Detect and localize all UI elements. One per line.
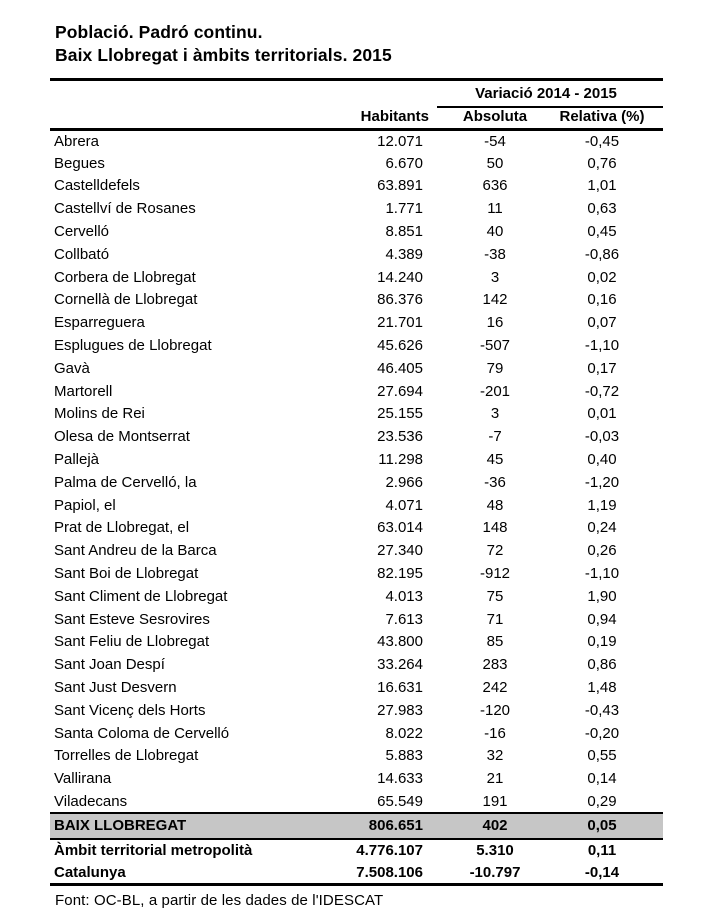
table-row (50, 152, 663, 175)
habitants-value: 7.508.106 (356, 863, 423, 881)
municipality-name: Castellví de Rosanes (54, 200, 196, 218)
habitants-value: 86.376 (377, 291, 423, 309)
absoluta-value: 5.310 (476, 842, 514, 860)
absoluta-value: 32 (486, 747, 504, 765)
relativa-value: 0,11 (587, 842, 617, 860)
table-row (50, 562, 663, 585)
absoluta-value: 48 (486, 496, 504, 514)
habitants-value: 27.694 (377, 382, 423, 400)
relativa-value: 0,05 (553, 813, 663, 839)
group-header-variacio: Variació 2014 - 2015 (437, 80, 663, 107)
table-row (50, 745, 663, 768)
municipality-name: Corbera de Llobregat (54, 268, 196, 286)
relativa-value: -0,86 (584, 245, 620, 263)
municipality-name: Collbató (54, 245, 110, 263)
habitants-value: 2.966 (385, 473, 423, 491)
municipality-name: BAIX LLOBREGAT (50, 813, 337, 839)
relativa-value: -1,10 (584, 337, 620, 355)
relativa-value: -1,10 (584, 565, 620, 583)
table-row (50, 676, 663, 699)
municipality-name: Olesa de Montserrat (54, 428, 190, 446)
habitants-value: 65.549 (377, 792, 423, 810)
municipality-name: Abrera (54, 132, 100, 150)
habitants-value: 27.983 (377, 701, 423, 719)
table-row (50, 311, 663, 334)
municipality-name: Sant Joan Despí (54, 656, 165, 674)
habitants-value: 25.155 (377, 405, 423, 423)
total-row (50, 813, 663, 839)
relativa-value: 0,63 (587, 200, 617, 218)
table-row (50, 129, 663, 152)
municipality-name: Catalunya (54, 863, 126, 881)
relativa-value: -0,72 (584, 382, 620, 400)
table-row (50, 631, 663, 654)
absoluta-value: 71 (486, 610, 504, 628)
municipality-name: Cornellà de Llobregat (54, 291, 198, 309)
relativa-value: 0,94 (587, 610, 617, 628)
population-table (50, 78, 663, 886)
table-row (50, 722, 663, 745)
column-header-habitants: Habitants (337, 107, 437, 130)
habitants-value: 4.071 (385, 496, 423, 514)
absoluta-value: 191 (482, 792, 508, 810)
absoluta-value: 50 (486, 154, 504, 172)
habitants-value: 45.626 (377, 337, 423, 355)
relativa-value: 0,19 (587, 633, 617, 651)
municipality-name: Esplugues de Llobregat (54, 337, 212, 355)
habitants-value: 6.670 (385, 154, 423, 172)
table-row (50, 699, 663, 722)
absoluta-value: -120 (479, 701, 511, 719)
municipality-name: Castelldefels (54, 177, 140, 195)
relativa-value: -0,14 (584, 863, 620, 881)
relativa-value: 1,48 (587, 679, 617, 697)
source-note: Font: OC-BL, a partir de les dades de l'IDESCAT (55, 891, 384, 909)
absoluta-value: 79 (486, 359, 504, 377)
relativa-value: -0,43 (584, 701, 620, 719)
municipality-name: Torrelles de Llobregat (54, 747, 199, 765)
title-block (50, 21, 702, 67)
relativa-value: 0,02 (587, 268, 617, 286)
absoluta-value: 3 (490, 405, 500, 423)
summary-row (50, 839, 663, 862)
absoluta-value: 16 (486, 314, 504, 332)
absoluta-value: 636 (482, 177, 508, 195)
municipality-name: Gavà (54, 359, 90, 377)
table-row (50, 380, 663, 403)
column-header-absoluta: Absoluta (437, 107, 553, 130)
relativa-value: 0,55 (587, 747, 617, 765)
absoluta-value: 142 (482, 291, 508, 309)
table-row (50, 494, 663, 517)
habitants-value: 43.800 (377, 633, 423, 651)
table-row (50, 197, 663, 220)
relativa-value: -0,45 (584, 132, 620, 150)
column-header-relativa: Relativa (%) (553, 107, 663, 130)
table-row (50, 608, 663, 631)
table-header (50, 80, 663, 130)
page-title: Població. Padró continu. (55, 22, 263, 42)
relativa-value: 0,16 (587, 291, 617, 309)
municipality-name: Pallejà (54, 451, 100, 469)
habitants-value: 23.536 (377, 428, 423, 446)
column-header-row (50, 107, 663, 130)
page-subtitle: Baix Llobregat i àmbits territorials. 2015 (55, 45, 392, 65)
habitants-value: 11.298 (378, 451, 423, 469)
municipality-name: Vallirana (54, 770, 112, 788)
table-row (50, 585, 663, 608)
table-row (50, 471, 663, 494)
absoluta-value: -10.797 (469, 863, 521, 881)
municipality-name: Sant Feliu de Llobregat (54, 633, 210, 651)
habitants-value: 8.851 (385, 223, 423, 241)
absoluta-value: -507 (479, 337, 511, 355)
habitants-value: 63.014 (377, 519, 423, 537)
relativa-value: 0,24 (587, 519, 617, 537)
relativa-value: 1,90 (587, 587, 617, 605)
group-header-spacer (50, 80, 437, 107)
relativa-value: 0,17 (587, 359, 617, 377)
relativa-value: -1,20 (584, 473, 620, 491)
habitants-value: 7.613 (385, 610, 423, 628)
table-row (50, 790, 663, 813)
relativa-value: -0,03 (584, 428, 620, 446)
table-row (50, 403, 663, 426)
table-row (50, 220, 663, 243)
absoluta-value: 21 (486, 770, 504, 788)
habitants-value: 8.022 (385, 724, 423, 742)
habitants-value: 33.264 (377, 656, 423, 674)
relativa-value: 0,86 (587, 656, 617, 674)
table-body (50, 129, 663, 884)
habitants-value: 1.771 (385, 200, 423, 218)
table-row (50, 425, 663, 448)
absoluta-value: -38 (484, 245, 506, 263)
municipality-name: Sant Just Desvern (54, 679, 177, 697)
municipality-name: Prat de Llobregat, el (54, 519, 190, 537)
habitants-value: 46.405 (377, 359, 423, 377)
municipality-name: Santa Coloma de Cervelló (54, 724, 230, 742)
relativa-value: 0,40 (587, 451, 617, 469)
absoluta-value: -7 (488, 428, 502, 446)
absoluta-value: 11 (487, 200, 503, 218)
table-row (50, 289, 663, 312)
municipality-name: Esparreguera (54, 314, 145, 332)
relativa-value: 0,45 (587, 223, 617, 241)
habitants-value: 16.631 (377, 679, 423, 697)
absoluta-value: -16 (484, 724, 506, 742)
habitants-value: 21.701 (377, 314, 423, 332)
relativa-value: 0,14 (587, 770, 617, 788)
table-row (50, 517, 663, 540)
municipality-name: Papiol, el (54, 496, 116, 514)
municipality-name: Sant Esteve Sesrovires (54, 610, 210, 628)
absoluta-value: 242 (482, 679, 508, 697)
habitants-value: 4.013 (385, 587, 423, 605)
absoluta-value: -912 (479, 565, 511, 583)
habitants-value: 5.883 (385, 747, 423, 765)
table-row (50, 175, 663, 198)
table-row (50, 243, 663, 266)
habitants-value: 82.195 (377, 565, 423, 583)
column-header-empty (50, 107, 337, 130)
absoluta-value: 402 (437, 813, 553, 839)
table-row (50, 357, 663, 380)
absoluta-value: 85 (486, 633, 504, 651)
relativa-value: 0,01 (587, 405, 617, 423)
absoluta-value: 45 (486, 451, 504, 469)
municipality-name: Palma de Cervelló, la (54, 473, 197, 491)
relativa-value: 1,01 (587, 177, 617, 195)
relativa-value: -0,20 (584, 724, 620, 742)
habitants-value: 4.776.107 (356, 842, 423, 860)
absoluta-value: 3 (490, 268, 500, 286)
municipality-name: Begues (54, 154, 105, 172)
municipality-name: Àmbit territorial metropolità (54, 842, 253, 860)
habitants-value: 14.633 (377, 770, 423, 788)
table-row (50, 334, 663, 357)
relativa-value: 0,07 (587, 314, 617, 332)
absoluta-value: -36 (484, 473, 506, 491)
municipality-name: Viladecans (54, 792, 128, 810)
habitants-value: 14.240 (377, 268, 423, 286)
municipality-name: Sant Vicenç dels Horts (54, 701, 206, 719)
habitants-value: 63.891 (377, 177, 423, 195)
municipality-name: Sant Andreu de la Barca (54, 542, 217, 560)
relativa-value: 1,19 (587, 496, 617, 514)
group-header-row (50, 80, 663, 107)
absoluta-value: 72 (486, 542, 504, 560)
table-row (50, 767, 663, 790)
summary-row (50, 862, 663, 885)
habitants-value: 4.389 (385, 245, 423, 263)
habitants-value: 12.071 (377, 132, 423, 150)
relativa-value: 0,29 (587, 792, 617, 810)
table-row (50, 266, 663, 289)
absoluta-value: 75 (486, 587, 504, 605)
habitants-value: 806.651 (337, 813, 437, 839)
absoluta-value: -54 (484, 132, 506, 150)
table-row (50, 448, 663, 471)
absoluta-value: 283 (482, 656, 508, 674)
municipality-name: Molins de Rei (54, 405, 145, 423)
municipality-name: Sant Climent de Llobregat (54, 587, 228, 605)
municipality-name: Martorell (54, 382, 113, 400)
habitants-value: 27.340 (377, 542, 423, 560)
relativa-value: 0,76 (587, 154, 617, 172)
absoluta-value: -201 (479, 382, 511, 400)
absoluta-value: 148 (482, 519, 508, 537)
absoluta-value: 40 (486, 223, 504, 241)
relativa-value: 0,26 (587, 542, 617, 560)
table-row (50, 653, 663, 676)
municipality-name: Sant Boi de Llobregat (54, 565, 199, 583)
table-row (50, 539, 663, 562)
municipality-name: Cervelló (54, 223, 110, 241)
